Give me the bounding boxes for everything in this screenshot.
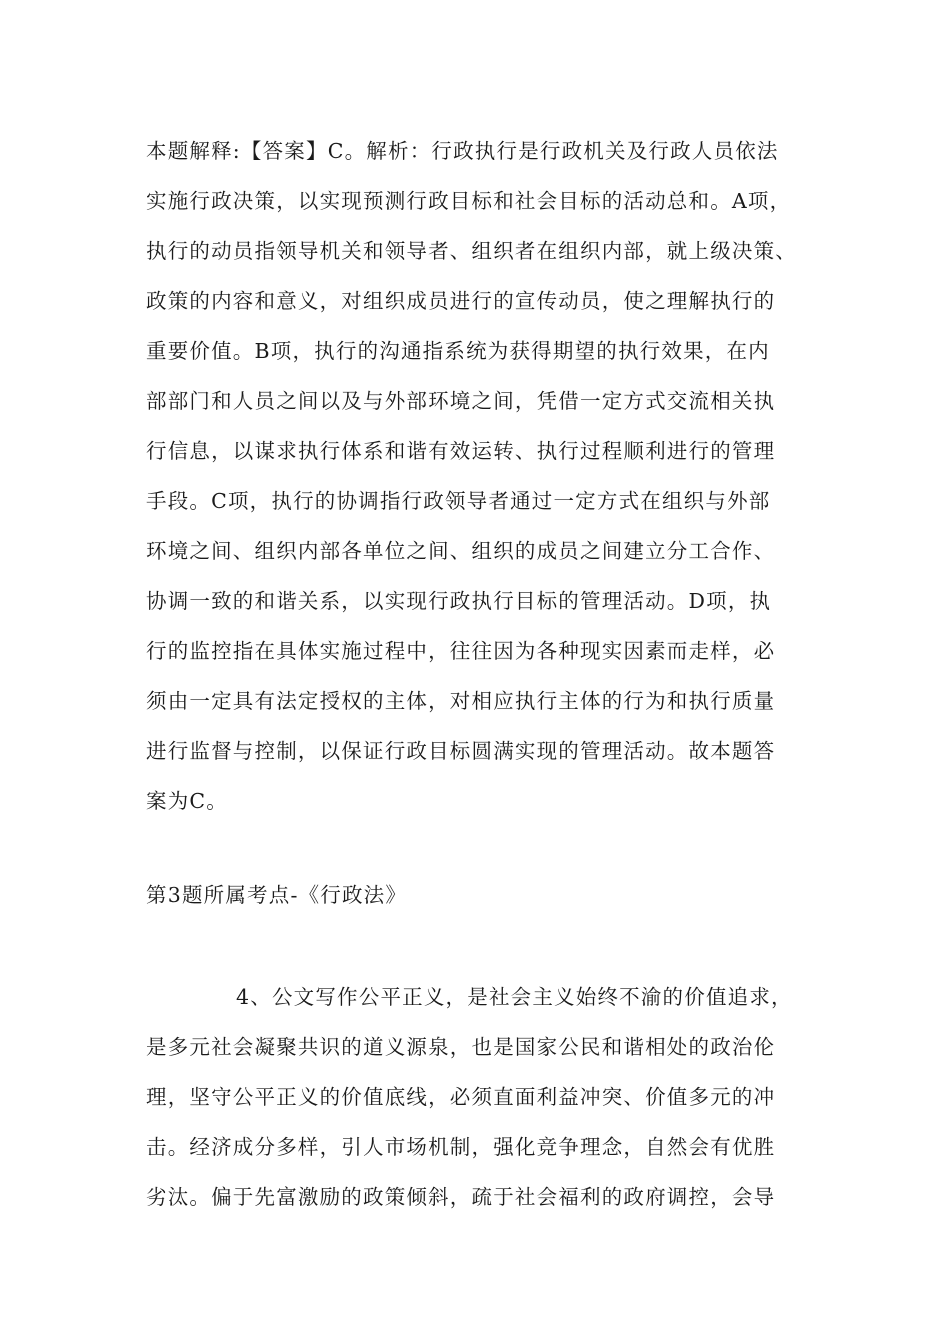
knowledge-point	[146, 870, 826, 920]
text-line: 部部门和人员之间以及与外部环境之间，凭借一定方式交流相关执	[146, 389, 776, 413]
text-line: 案为C。	[146, 789, 228, 813]
text-line: 须由一定具有法定授权的主体，对相应执行主体的行为和执行质量	[146, 689, 776, 713]
text-line: 实施行政决策，以实现预测行政目标和社会目标的活动总和。A项，	[146, 189, 792, 213]
text-line: 理，坚守公平正义的价值底线，必须直面利益冲突、价值多元的冲	[146, 1085, 776, 1109]
text-line: 是多元社会凝聚共识的道义源泉，也是国家公民和谐相处的政治伦	[146, 1035, 776, 1059]
text-line: 手段。C项，执行的协调指行政领导者通过一定方式在组织与外部	[146, 489, 771, 513]
text-line: 环境之间、组织内部各单位之间、组织的成员之间建立分工合作、	[146, 539, 776, 563]
text-line: 行的监控指在具体实施过程中，往往因为各种现实因素而走样，必	[146, 639, 776, 663]
question-4	[146, 972, 826, 1222]
text-line: 进行监督与控制，以保证行政目标圆满实现的管理活动。故本题答	[146, 739, 776, 763]
text-line: 行信息，以谋求执行体系和谐有效运转、执行过程顺利进行的管理	[146, 439, 776, 463]
text-line: 4、公文写作公平正义，是社会主义始终不渝的价值追求，	[236, 985, 793, 1009]
text-line: 执行的动员指领导机关和领导者、组织者在组织内部，就上级决策、	[146, 239, 797, 263]
text-line: 协调一致的和谐关系，以实现行政执行目标的管理活动。D项，执	[146, 589, 772, 613]
knowledge-point-text: 第3题所属考点-《行政法》	[146, 883, 408, 907]
text-line: 击。经济成分多样，引人市场机制，强化竞争理念，自然会有优胜	[146, 1135, 776, 1159]
answer-explanation	[146, 126, 826, 826]
text-line: 本题解释:【答案】C。解析：行政执行是行政机关及行政人员依法	[146, 139, 779, 163]
text-line: 劣汰。偏于先富激励的政策倾斜，疏于社会福利的政府调控，会导	[146, 1185, 776, 1209]
text-line: 政策的内容和意义，对组织成员进行的宣传动员，使之理解执行的	[146, 289, 776, 313]
text-line: 重要价值。B项，执行的沟通指系统为获得期望的执行效果，在内	[146, 339, 770, 363]
